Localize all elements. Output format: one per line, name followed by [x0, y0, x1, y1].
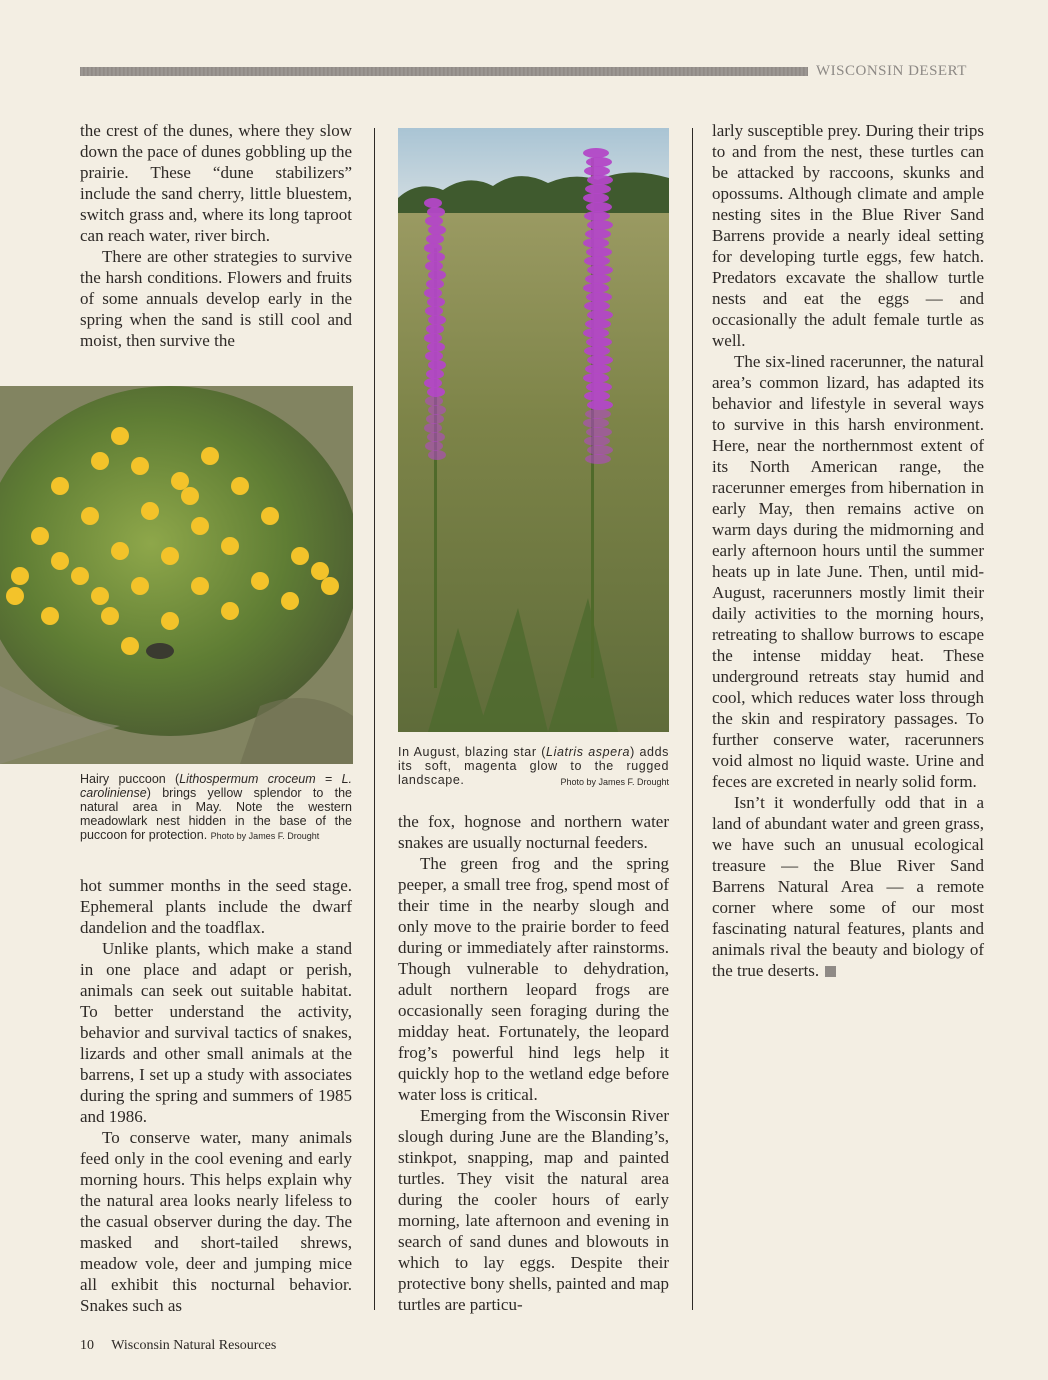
middle-column	[398, 811, 669, 1315]
column-rule	[374, 128, 375, 1310]
paragraph: the fox, hognose and northern water snakes are usually nocturnal feeders.	[398, 812, 669, 852]
paragraph: larly susceptible prey. During their trips to and from the nest, these turtles can be attacked by raccoons, skunks and opossums. Although climate and ample nesting sites in the Blue River Sand Barrens provide a nearly ideal setting for developing turtle eggs, few hatch. Predators excavate the shallow turtle nests and eat the eggs — and occasionally the adult female turtle as well.	[712, 121, 984, 350]
paragraph: To conserve water, many animals feed only in the cool evening and early morning hours. This helps explain why the natural area looks nearly lifeless to the casual observer during the day. The masked and short-tailed shrews, meadow vole, deer and jumping mice all exhibit this nocturnal behavior. Snakes such as	[80, 1128, 352, 1315]
page-number: 10	[80, 1338, 94, 1353]
paragraph: There are other strategies to survive the harsh conditions. Flowers and fruits of some annuals develop early in the spring when the sand is still cool and moist, then survive the	[80, 247, 352, 350]
right-column	[712, 120, 984, 981]
header-rule	[80, 67, 808, 76]
puccoon-photo	[0, 386, 353, 764]
section-title: WISCONSIN DESERT	[816, 63, 967, 79]
paragraph: Isn’t it wonderfully odd that in a land of abundant water and green grass, we have such an unusual ecological treasure — the Blue River Sand Barrens Natural Area — a remote corner where some of our most fascinating natural features, plants and animals rival the beauty and biology of the true deserts.	[712, 793, 984, 980]
paragraph: Unlike plants, which make a stand in one place and adapt or perish, animals can seek out suitable habitat. To better understand the activity, behavior and survival tactics of snakes, lizards and other small animals at the barrens, I set up a study with associates during the spring and summers of 1985 and 1986.	[80, 939, 352, 1126]
paragraph: The six-lined racerunner, the natural area’s common lizard, has adapted its behavior and lifestyle in several ways to survive in this harsh environment. Here, near the northernmost extent of its North American range, the racerunner emerges from hibernation in early May, then remains active on warm days during the midmorning and early afternoon hours until the summer heats up in late June. Then, until mid-August, racerunners mostly limit their daily activities to the morning hours, retreating to shallow burrows to escape the intense midday heat. These underground retreats stay humid and cool, which reduces water loss through the skin and respiratory passages. To further conserve water, racerunners void almost no liquid waste. Urine and feces are excreted in nearly solid form.	[712, 352, 984, 791]
puccoon-caption: Hairy puccoon (Lithospermum croceum = L. caroliniense) brings yellow splendor to the natural area in May. Note the western meadowlark nest hidden in the base of the puccoon for protection. Photo by James F. Drought	[80, 772, 352, 842]
blazing-star-photo	[398, 128, 669, 732]
page-footer	[80, 1338, 276, 1354]
paragraph: The green frog and the spring peeper, a small tree frog, spend most of their time in the nearby slough and only move to the prairie border to feed during or immediately after rainstorms. Though vulnerable to dehydration, adult northern leopard frogs are occasionally seen foraging during the midday heat. Fortunately, the leopard frog’s powerful hind legs help it quickly hop to the wetland edge before water loss is critical.	[398, 854, 669, 1104]
left-column-bottom	[80, 875, 352, 1316]
paragraph: hot summer months in the seed stage. Ephemeral plants include the dwarf dandelion and the toadflax.	[80, 876, 352, 937]
photo-credit: Photo by James F. Drought	[210, 831, 320, 841]
left-column-top	[80, 120, 352, 351]
paragraph: Emerging from the Wisconsin River slough during June are the Blanding’s, stinkpot, snapping, map and painted turtles. They visit the natural area during the cooler hours of early morning, late afternoon and evening in search of sand dunes and blowouts in which to lay eggs. Despite their protective bony shells, painted and map turtles are particu-	[398, 1106, 669, 1314]
photo-credit: Photo by James F. Drought	[560, 777, 669, 787]
publication-name: Wisconsin Natural Resources	[111, 1338, 277, 1353]
paragraph: the crest of the dunes, where they slow down the pace of dunes gobbling up the prairie. These “dune stabilizers” include the sand cherry, little bluestem, switch grass and, where its long taproot can reach water, river birch.	[80, 121, 352, 245]
blazing-star-caption: In August, blazing star (Liatris aspera) adds its soft, magenta glow to the rugged landscape. Photo by James F. Drought	[398, 745, 670, 787]
end-of-article-mark	[825, 966, 836, 977]
column-rule	[692, 128, 693, 1310]
